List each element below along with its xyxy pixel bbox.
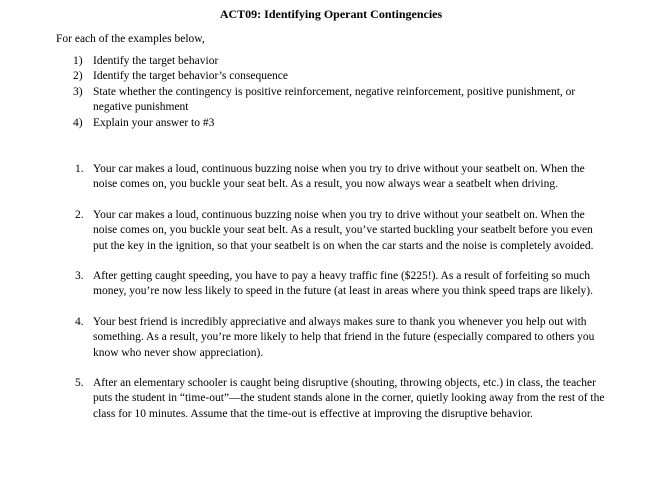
example-text: After an elementary schooler is caught being disruptive (shouting, throwing objects, etc.) in class, the teacher puts the student in “time-out”—the student stands alone in the corner, quietly looking away from the rest of the class for 10 minutes. Assume that the time-out is effective at improving the disruptive behavior. — [93, 377, 605, 420]
example-item — [75, 162, 605, 193]
instruction-text: Explain your answer to #3 — [93, 116, 215, 129]
instruction-item — [73, 69, 613, 84]
instruction-number: 3) — [73, 85, 83, 98]
example-text: Your best friend is incredibly appreciative and always makes sure to thank you whenever you help out with something. As a result, you’re more likely to help that friend in the future (especially compared to others you know who never show appreciation). — [93, 315, 595, 359]
example-text: Your car makes a loud, continuous buzzing noise when you try to drive without your seatbelt on. When the noise comes on, you buckle your seat belt. As a result, you’ve started buckling your seatbelt before you even put the key in the ignition, so that your seatbelt is on when the car starts and the noise is completely avoided. — [93, 208, 594, 252]
instruction-text: Identify the target behavior’s consequence — [93, 70, 289, 83]
instruction-item — [73, 54, 613, 69]
example-item — [75, 208, 605, 254]
instructions-list — [73, 54, 613, 131]
examples-list — [75, 162, 605, 437]
example-number: 5. — [75, 377, 84, 390]
example-number: 4. — [75, 315, 84, 328]
instruction-number: 2) — [73, 70, 83, 83]
instruction-text: State whether the contingency is positive reinforcement, negative reinforcement, positive punishment, or negative punishment — [93, 85, 576, 114]
example-number: 1. — [75, 163, 84, 175]
instruction-number: 4) — [73, 116, 83, 129]
example-text: After getting caught speeding, you have to pay a heavy traffic fine ($225!). As a result of forfeiting so much money, you’re now less likely to speed in the future (at least in areas where you think speed traps are likely). — [93, 270, 593, 298]
example-item — [75, 376, 605, 422]
example-text: Your car makes a loud, continuous buzzing noise when you try to drive without your seatbelt on. When the noise comes on, you buckle your seat belt. As a result, you now always wear a seatbelt when driving. — [93, 163, 585, 191]
instruction-text: Identify the target behavior — [93, 55, 219, 67]
intro-text: For each of the examples below, — [56, 33, 205, 45]
instruction-item — [73, 116, 613, 131]
example-item — [75, 315, 605, 361]
page-title: ACT09: Identifying Operant Contingencies — [219, 7, 443, 21]
example-number: 2. — [75, 208, 84, 221]
instruction-number: 1) — [73, 55, 83, 67]
instruction-item — [73, 85, 613, 116]
example-item — [75, 269, 605, 300]
example-number: 3. — [75, 270, 84, 283]
